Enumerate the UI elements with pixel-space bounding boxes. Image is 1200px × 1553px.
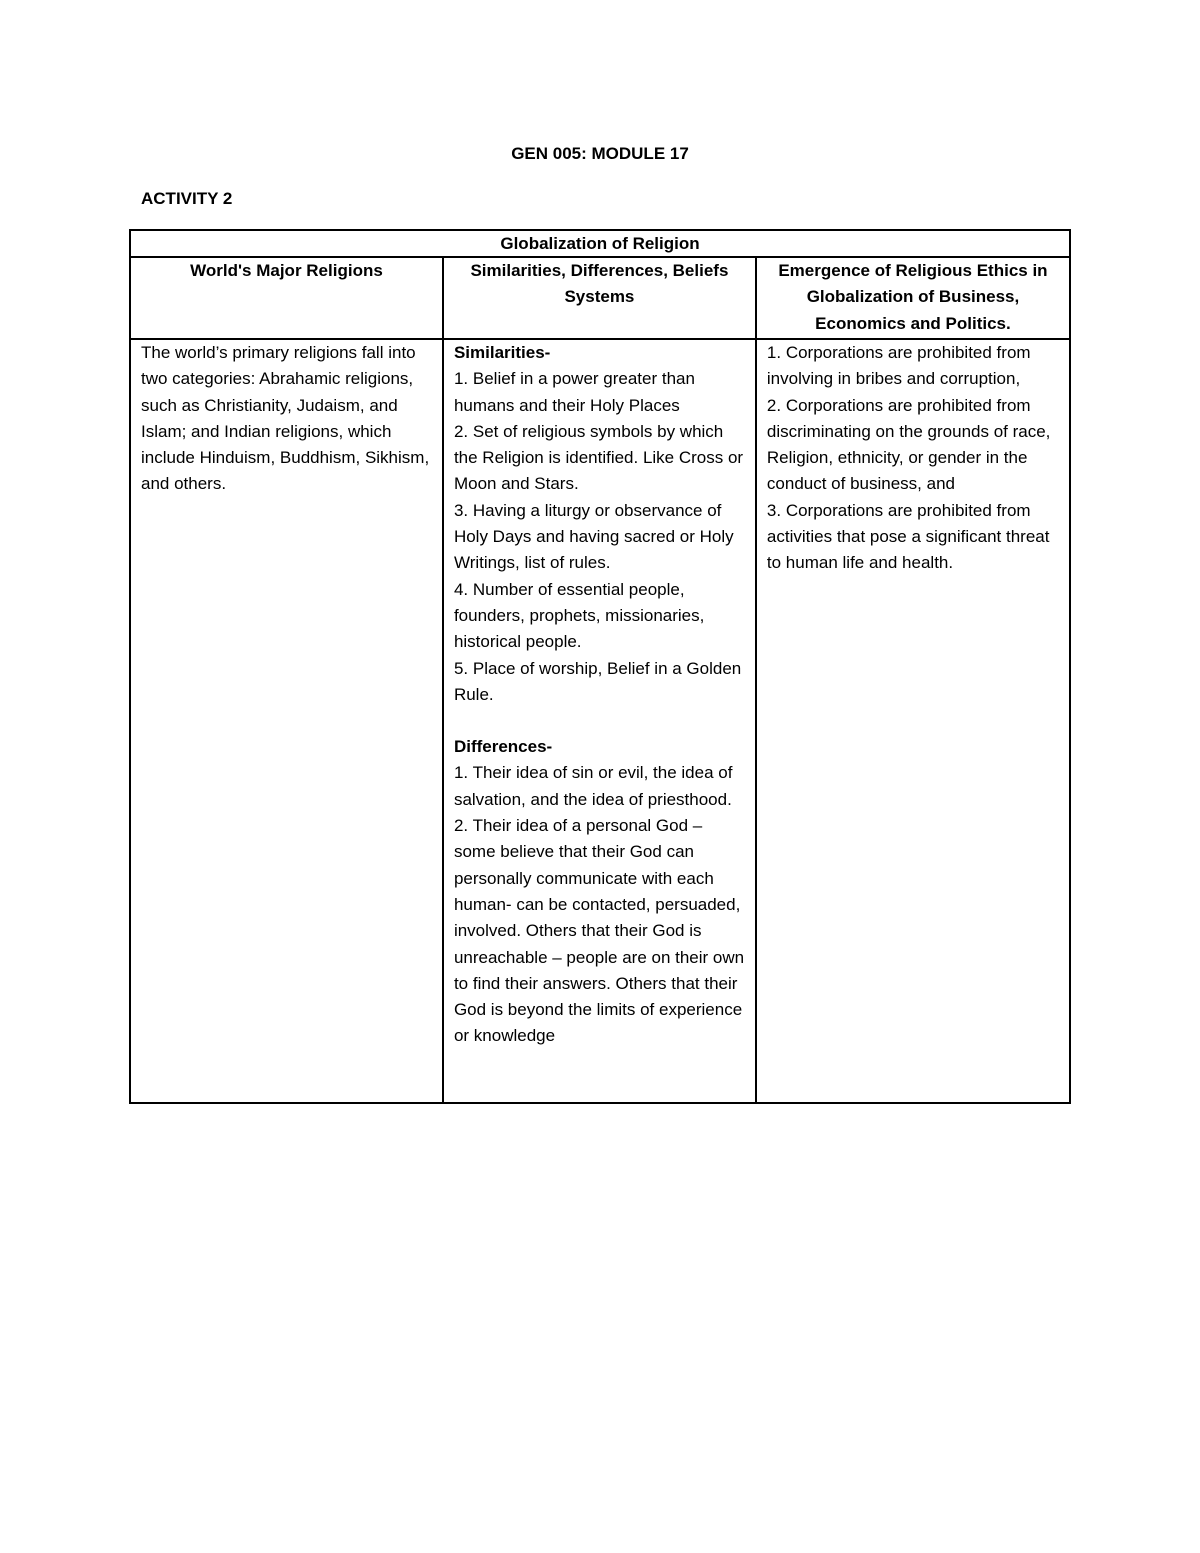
table-caption: Globalization of Religion xyxy=(130,230,1070,257)
list-item: 2. Corporations are prohibited from discriminating on the grounds of race, Religion, ethnicity, or gender in the conduct of business, and xyxy=(766,395,1051,494)
major-religions-cell xyxy=(130,339,443,1103)
list-item: 2. Their idea of a personal God – some believe that their God can personally communicate with each human- can be contacted, persuaded, involved. Others that their God is unreachable – people are on their own to find their answers. Others that their God is beyond the limits of experience or knowledge xyxy=(453,816,745,1046)
list-item: 1. Their idea of sin or evil, the idea of salvation, and the idea of priesthood. xyxy=(453,763,733,809)
list-item: 1. Corporations are prohibited from involving in bribes and corruption, xyxy=(766,343,1031,389)
religion-table xyxy=(129,229,1071,1104)
differences-heading: Differences- xyxy=(453,737,553,757)
document-title: GEN 005: MODULE 17 xyxy=(511,144,689,163)
header-religious-ethics: Emergence of Religious Ethics in Globalization of Business, Economics and Politics. xyxy=(756,257,1070,339)
similarities-heading: Similarities- xyxy=(453,343,551,362)
similarities-differences-cell xyxy=(443,339,756,1103)
activity-label: ACTIVITY 2 xyxy=(141,189,233,208)
spacer xyxy=(454,708,745,734)
major-religions-text: The world’s primary religions fall into two categories: Abrahamic religions, such as Christianity, Judaism, and Islam; and Indian religions, which include Hinduism, Buddhism, Sikhism, and others. xyxy=(141,343,430,494)
list-item: 5. Place of worship, Belief in a Golden Rule. xyxy=(453,658,742,704)
header-similarities-differences: Similarities, Differences, Beliefs Systems xyxy=(443,257,756,339)
list-item: 4. Number of essential people, founders, prophets, missionaries, historical people. xyxy=(453,579,705,652)
religious-ethics-cell xyxy=(756,339,1070,1103)
list-item: 2. Set of religious symbols by which the Religion is identified. Like Cross or Moon and Stars. xyxy=(453,421,744,494)
header-major-religions: World's Major Religions xyxy=(130,257,443,339)
list-item: 1. Belief in a power greater than humans and their Holy Places xyxy=(453,369,695,415)
list-item: 3. Having a liturgy or observance of Holy Days and having sacred or Holy Writings, list of rules. xyxy=(453,500,734,573)
list-item: 3. Corporations are prohibited from activities that pose a significant threat to human life and health. xyxy=(766,500,1050,573)
